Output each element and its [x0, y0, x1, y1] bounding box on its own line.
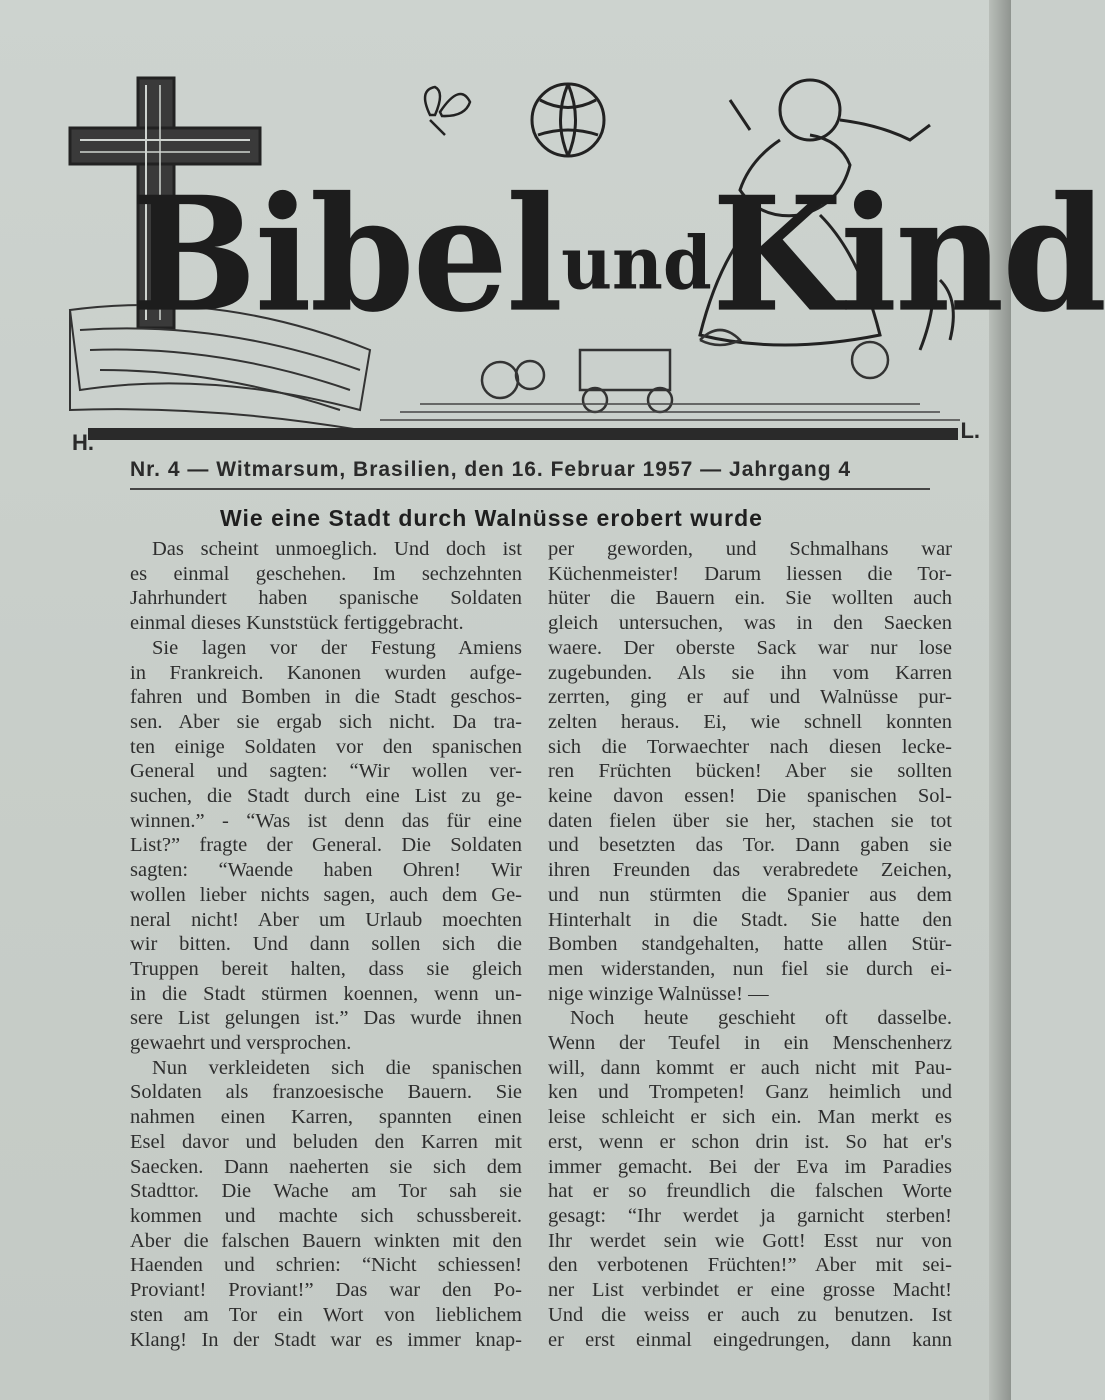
article-line: keine davon essen! Die spanischen Sol-: [548, 785, 952, 808]
article-line: General und sagten: “Wir wollen ver-: [130, 760, 522, 783]
article-line: Bomben standgehalten, hatte allen Stür-: [548, 933, 952, 956]
article-line: wollen lieber nichts sagen, auch dem Ge-: [130, 883, 522, 906]
article-line: Esel davor und beluden den Karren mit: [130, 1130, 522, 1153]
article-column-left: [130, 537, 522, 1352]
article-line: Küchenmeister! Darum liessen die Tor-: [548, 562, 952, 585]
article-line: erst, wenn er schon drin ist. So hat er's: [548, 1130, 952, 1153]
article-line: zugebunden. Als sie ihn vom Karren: [548, 661, 952, 684]
butterfly-icon: [425, 87, 470, 135]
article-line: es einmal geschehen. Im sechzehnten: [130, 562, 522, 585]
article-line: Jahrhundert haben spanische Soldaten: [130, 587, 522, 610]
masthead-rule: [88, 428, 958, 440]
article-line: Haenden und schrien: “Nicht schiessen!: [130, 1254, 522, 1277]
article-line: sen. Aber sie ergab sich nicht. Da tra-: [130, 710, 522, 733]
article-line: Hinterhalt in die Stadt. Sie hatte den: [548, 908, 952, 931]
article-line: Klang! In der Stadt war es immer knap-: [130, 1328, 522, 1351]
article-line: leise schleicht er sich ein. Man merkt es: [548, 1106, 952, 1129]
artist-initial-left: H.: [72, 430, 94, 455]
article-line: Ihr werdet sein wie Gott! Esst nur von: [548, 1229, 952, 1252]
article-line: sich die Torwaechter nach diesen lecke-: [548, 735, 952, 758]
article-line: einmal dieses Kunststück fertiggebracht.: [130, 612, 464, 635]
article-line: Saecken. Dann naeherten sie sich dem: [130, 1155, 522, 1178]
article-line: er erst einmal eingedrungen, dann kann: [548, 1328, 952, 1351]
article-line: Wenn der Teufel in ein Menschenherz: [548, 1032, 952, 1055]
article-line: neral nicht! Aber um Urlaub moechten: [130, 908, 522, 931]
article-line: Soldaten als franzoesische Bauern. Sie: [130, 1081, 522, 1104]
article-line: ken und Trompeten! Ganz heimlich und: [548, 1081, 952, 1104]
article-line: Aber die falschen Bauern winkten mit den: [130, 1229, 522, 1252]
article-line: List?” fragte der General. Die Soldaten: [130, 834, 522, 857]
article-line: Nun verkleideten sich die spanischen: [152, 1056, 522, 1079]
article-line: gesagt: “Ihr werdet ja garnicht sterben!: [548, 1204, 952, 1227]
article-line: waere. Der oberste Sack war nur lose: [548, 636, 952, 659]
title-word-kind: Kind: [711, 162, 1105, 348]
ball-icon: [532, 84, 604, 156]
article-line: gewaehrt und versprochen.: [130, 1032, 352, 1055]
artist-initial-right: L.: [960, 418, 980, 443]
article-line: winnen.” - “Was ist denn das für eine: [130, 809, 522, 832]
article-line: zerrten, ging er auf und Walnüsse pur-: [548, 686, 952, 709]
article-line: men widerstanden, nun fiel sie durch ei-: [548, 957, 952, 980]
article-line: fahren und Bomben in die Stadt geschos-: [130, 686, 522, 709]
article-line: den verbotenen Früchten!” Aber mit sei-: [548, 1254, 952, 1277]
masthead-title: [130, 162, 1105, 348]
article-line: sten am Tor ein Wort von lieblichem: [130, 1303, 522, 1326]
article-line: zelten heraus. Ei, wie schnell konnten: [548, 710, 952, 733]
article-line: ten einige Soldaten vor den spanischen: [130, 735, 522, 758]
article-line: hüter die Bauern ein. Sie wollten auch: [548, 587, 952, 610]
article-line: immer gemacht. Bei der Eva im Paradies: [548, 1155, 952, 1178]
article-line: und besetzten das Tor. Dann gaben sie: [548, 834, 952, 857]
article-line: Proviant! Proviant!” Das war den Po-: [130, 1279, 522, 1302]
article-line: ihren Freunden das verabredete Zeichen,: [548, 859, 952, 882]
article-column-right: [548, 537, 952, 1352]
article-line: sere List gelungen ist.” Das wurde ihnen: [130, 1007, 522, 1030]
article-line: kommen und machte sich schussbereit.: [130, 1204, 522, 1227]
article-line: sagten: “Waende haben Ohren! Wir: [130, 859, 522, 882]
article-line: hat er so freundlich die falschen Worte: [548, 1180, 952, 1203]
article-line: Und die weiss er auch zu benutzen. Ist: [548, 1303, 952, 1326]
article-line: ren Früchten bücken! Aber sie sollten: [548, 760, 952, 783]
article-line: per geworden, und Schmalhans war: [548, 538, 952, 560]
article-title: Wie eine Stadt durch Walnüsse erobert wurde: [220, 505, 763, 531]
article-line: Truppen bereit halten, dass sie gleich: [130, 957, 522, 980]
article-line: ner List verbindet er eine grosse Macht!: [548, 1279, 952, 1302]
article-line: Stadttor. Die Wache am Tor sah sie: [130, 1180, 522, 1203]
title-word-und: und: [561, 219, 712, 307]
article-line: daten fielen über sie her, stachen sie tot: [548, 809, 952, 832]
article-line: gleich untersuchen, was in den Saecken: [548, 612, 952, 635]
article-line: Sie lagen vor der Festung Amiens: [152, 636, 522, 659]
title-word-bibel: Bibel: [130, 162, 562, 348]
masthead: [60, 40, 1105, 455]
article-line: Noch heute geschieht oft dasselbe.: [570, 1007, 952, 1030]
issue-line: Nr. 4 — Witmarsum, Brasilien, den 16. Februar 1957 — Jahrgang 4: [130, 458, 930, 490]
article-line: Das scheint unmoeglich. Und doch ist: [152, 538, 522, 560]
article-line: in die Stadt stürmen koennen, wenn un-: [130, 982, 522, 1005]
article-line: suchen, die Stadt durch eine List zu ge-: [130, 785, 522, 808]
article-line: wir bitten. Und dann sollen sich die: [130, 933, 522, 956]
article-line: in Frankreich. Kanonen wurden aufge-: [130, 661, 522, 684]
article-line: nige winzige Walnüsse! —: [548, 982, 769, 1005]
article-line: und nun stürmten die Spanier aus dem: [548, 883, 952, 906]
article-line: nahmen einen Karren, spannten einen: [130, 1106, 522, 1129]
article-line: will, dann kommt er auch nicht mit Pau-: [548, 1056, 952, 1079]
